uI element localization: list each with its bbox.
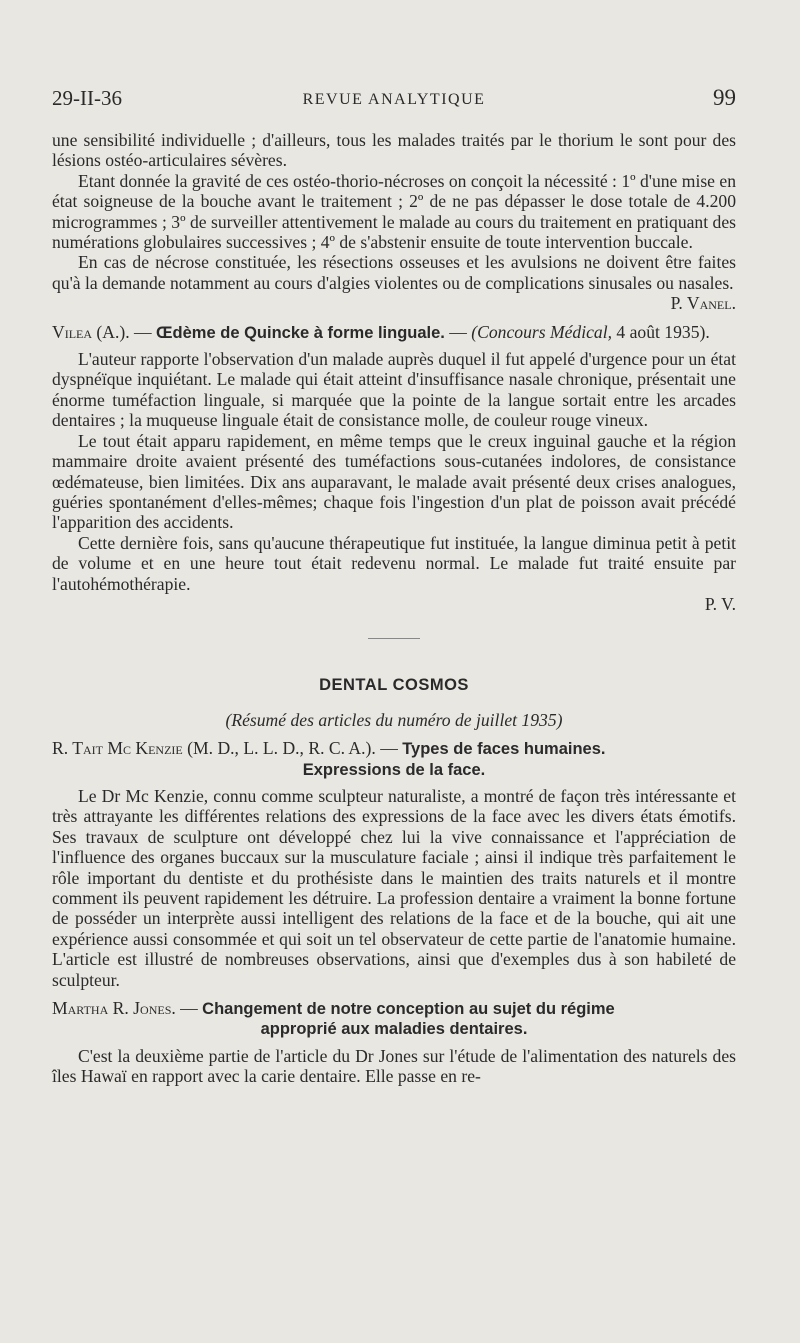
paragraph: Cette dernière fois, sans qu'aucune thérapeutique fut instituée, la langue diminua petit à petit de volume et en une heure tout était redevenu normal. Le malade fut traité ensuite par l'autohémothérapie.	[52, 532, 736, 594]
running-header	[52, 85, 736, 118]
section-subtitle: (Résumé des articles du numéro de juillet 1935)	[225, 709, 563, 730]
article-title: Œdème de Quincke à forme linguale.	[156, 323, 445, 342]
paragraph: Etant donnée la gravité de ces ostéo-thorio-nécroses on conçoit la nécessité : 1º d'une mise en état soigneuse de la bouche avant le traitement ; 2º de ne pas dépasser le dose totale de 4.200 microgrammes ; 3º de surveiller attentivement le malade au cours du traitement en pratiquant des numérations globulaires successives ; 4º de s'abstenir ensuite de toute intervention buccale.	[52, 170, 736, 253]
article-title: Changement de notre conception au sujet du régime	[202, 1000, 615, 1019]
article-heading: R. Tait Mc Kenzie (M. D., L. L. D., R. C. A.). — Types de faces humaines. Expressions de la face.	[52, 738, 736, 780]
signature: P. V.	[704, 593, 736, 614]
paragraph: une sensibilité individuelle ; d'ailleurs, tous les malades traités par le thorium le sont pour des lésions ostéo-articulaires sévères.	[52, 130, 736, 171]
paragraph: L'auteur rapporte l'observation d'un malade auprès duquel il fut appelé d'urgence pour un état dyspnéïque inquiétant. Le malade qui était atteint d'insuffisance nasale chronique, présentait une énorme tuméfaction linguale, si marquée que la pointe de la langue sortait entre les arcades dentaires ; la muqueuse linguale était de consistance molle, de couleur rouge vineux.	[52, 349, 736, 431]
document-page	[52, 85, 736, 1087]
header-date: 29-II-36	[52, 86, 122, 110]
article-heading: Vilea (A.). — Œdème de Quincke à forme linguale. — (Concours Médical, 4 août 1935).	[52, 321, 710, 342]
author: Martha R. Jones.	[52, 998, 176, 1019]
article-jones	[52, 998, 736, 1087]
article-heading: Martha R. Jones. — Changement de notre conception au sujet du régime approprié aux maladies dentaires.	[52, 998, 736, 1040]
paragraph: Le Dr Mc Kenzie, connu comme sculpteur naturaliste, a montré de façon très intéressante et très attrayante les différentes relations des expressions de la face avec les divers états émotifs. Ses travaux de sculpture ont développé chez lui la vive connaissance et l'appréciation de l'influence des organes buccaux sur la musculature faciale ; ainsi il indique très parfaitement le rôle important du dentiste et du prothésiste dans le maintien des traits naturels et il montre comment ils peuvent rapidement les détruire. La profession dentaire a vraiment la bonne fortune de posséder un interprète aussi intelligent des relations de la face et de la bouche, qui ait une expérience aussi consommée et qui soit un tel observateur de cette partie de l'anatomie humaine. L'article est illustré de nombreuses observations, ainsi que d'exemples dus à son habileté de sculpteur.	[52, 785, 736, 990]
section-title: DENTAL COSMOS	[319, 676, 469, 695]
article-thorium	[52, 130, 736, 314]
article-title-line2: Expressions de la face.	[302, 760, 486, 779]
section-divider	[368, 638, 420, 639]
article-mckenzie	[52, 738, 736, 990]
paragraph: En cas de nécrose constituée, les résections osseuses et les avulsions ne doivent être faites qu'à la demande notamment au cours d'algies violentes ou de complications sinusales ou nasales.	[52, 252, 736, 293]
author: Vilea (A.).	[52, 321, 130, 342]
page-number: 99	[713, 85, 736, 110]
article-title: Types de faces humaines.	[402, 740, 606, 759]
signature: P. Vanel.	[670, 293, 736, 314]
author: R. Tait Mc Kenzie (M. D., L. L. D., R. C. A.).	[52, 738, 376, 759]
source: (Concours Médical,	[471, 321, 613, 342]
source-date: 4 août 1935).	[612, 321, 710, 342]
paragraph: Le tout était apparu rapidement, en même temps que le creux inguinal gauche et la région mammaire droite avaient présenté des tuméfactions sous-cutanées indolores, de consistance œdémateuse, bien limitées. Dix ans auparavant, le malade avait présenté deux crises analogues, guéries spontanément d'elles-mêmes; chaque fois l'ingestion d'un plat de poisson avait précédé l'apparition des accidents.	[52, 430, 736, 533]
article-quincke	[52, 322, 736, 615]
article-title-line2: approprié aux maladies dentaires.	[260, 1020, 528, 1039]
paragraph: C'est la deuxième partie de l'article du Dr Jones sur l'étude de l'alimentation des naturels des îles Hawaï en rapport avec la carie dentaire. Elle passe en re-	[52, 1045, 736, 1087]
header-running-title: REVUE ANALYTIQUE	[302, 91, 486, 108]
